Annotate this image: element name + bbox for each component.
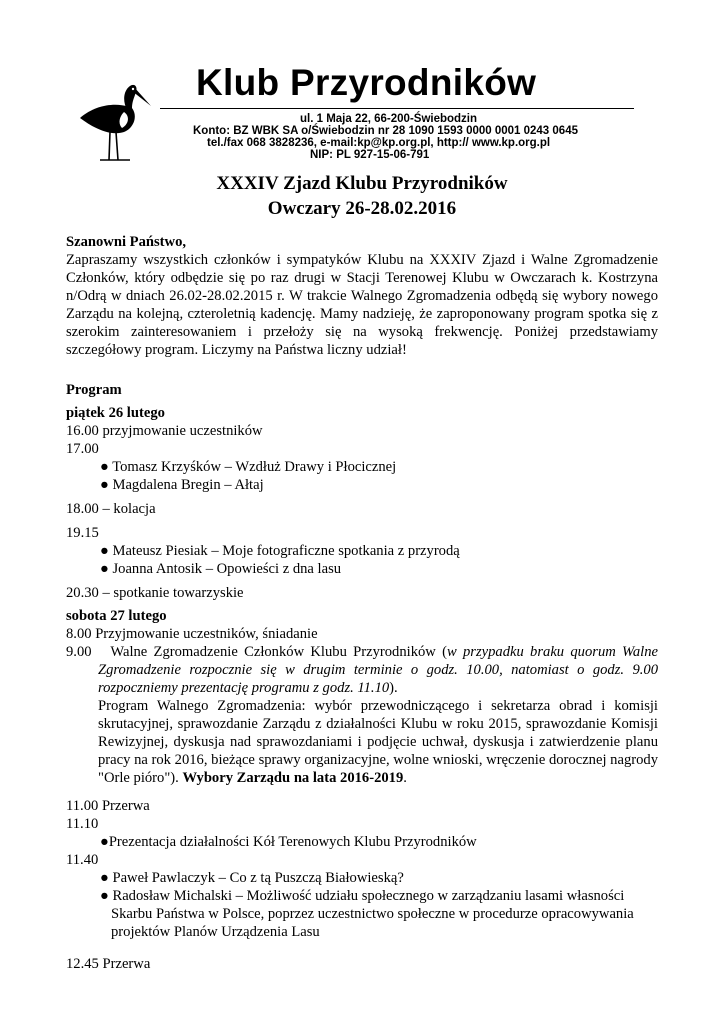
day1-dinner: 18.00 – kolacja: [66, 501, 156, 517]
document-title: XXXIV Zjazd Klubu Przyrodników: [216, 173, 508, 194]
assembly-program: Program Walnego Zgromadzenia: wybór przewodniczącego i sekretarza obrad i komisji skrutacyjnej, sprawozdanie Zarządu z działalności Klubu w roku 2015, sprawozdanie Komisji Rewizyjnej, dyskusja nad sprawozdaniami i podjęcie uchwał, dyskusja i zatwierdzenie planu pracy na rok 2016, bieżące sprawy organizacyjne, wolne wnioski, wręczenie dorocznej nagrody "Orle pióro").: [98, 698, 658, 786]
talk-item: ● Mateusz Piesiak – Moje fotograficzne spotkania z przyrodą: [100, 543, 460, 559]
day1-time-1700: 17.00: [66, 441, 99, 457]
board-elections: Wybory Zarządu na lata 2016-2019: [182, 770, 404, 786]
salutation: Szanowni Państwo,: [66, 234, 187, 250]
day2-time-1140: 11.40: [66, 852, 99, 868]
talk-item: ● Tomasz Krzyśków – Wzdłuż Drawy i Płocicznej: [100, 459, 397, 475]
day2-breakfast: 8.00 Przyjmowanie uczestników, śniadanie: [66, 626, 318, 642]
assembly-title: Walne Zgromadzenie Członków Klubu Przyrodników (: [110, 644, 447, 660]
assembly-agenda: [66, 697, 658, 787]
document-body: [66, 233, 658, 973]
general-assembly-item: [66, 643, 658, 697]
talk-item: ● Magdalena Bregin – Ałtaj: [100, 477, 264, 493]
day2-time-1110: 11.10: [66, 816, 99, 832]
talk-item: ● Paweł Pawlaczyk – Co z tą Puszczą Białowieską?: [100, 870, 404, 886]
break-1245: 12.45 Przerwa: [66, 956, 151, 972]
talk-item: ● Joanna Antosik – Opowieści z dna lasu: [100, 561, 342, 577]
assembly-time: 9.00: [66, 644, 92, 660]
invitation-paragraph: Zapraszamy wszystkich członków i sympatyków Klubu na XXXIV Zjazd i Walne Zgromadzenie Członków, który odbędzie się po raz drugi w Stacji Terenowej Klubu w Owczarach k. Kostrzyna n/Odrą w dniach 26.02-28.02.2015 r. W trakcie Walnego Zgromadzenia odbędą się wybory nowego Zarządu na kolejną, czteroletnią kadencję. Mamy nadzieję, że zaproponowany program spotka się z szerokim zainteresowaniem i przełoży się na wysoką frekwencję. Poniżej przedstawiamy szczegółowy program. Liczymy na Państwa liczny udział!: [66, 252, 658, 358]
document-subtitle: Owczary 26-28.02.2016: [267, 198, 457, 219]
assembly-quorum-note: w przypadku braku quorum Walne Zgromadzenie rozpocznie się w drugim terminie o godz. 10.00, natomiast o godz. 9.00 rozpoczniemy prezentację programu z godz. 11.10: [98, 644, 658, 696]
contact-info: tel./fax 068 3828236, e-mail:kp@kp.org.pl, http:// www.kp.org.pl: [207, 137, 551, 149]
talk-item: [66, 887, 658, 941]
header-divider: [160, 108, 634, 109]
club-address: ul. 1 Maja 22, 66-200-Świebodzin: [300, 113, 478, 125]
day1-time-1915: 19.15: [66, 525, 99, 541]
stork-logo-icon: [72, 72, 152, 167]
day1-heading: piątek 26 lutego: [66, 405, 165, 421]
break-1100: 11.00 Przerwa: [66, 798, 150, 814]
day1-arrival: 16.00 przyjmowanie uczestników: [66, 423, 263, 439]
bank-account: Konto: BZ WBK SA o/Świebodzin nr 28 1090 1593 0000 0001 0243 0645: [193, 125, 578, 137]
club-name: Klub Przyrodników: [196, 62, 537, 103]
day2-heading: sobota 27 lutego: [66, 608, 167, 624]
presentation-item: ●Prezentacja działalności Kół Terenowych Klubu Przyrodników: [100, 834, 477, 850]
assembly-end: .: [403, 770, 407, 786]
tax-id: NIP: PL 927-15-06-791: [310, 149, 430, 161]
assembly-close: ).: [389, 680, 398, 696]
talk-item-text: ● Radosław Michalski – Możliwość udziału społecznego w zarządzaniu lasami własności Skarbu Państwa w Polsce, poprzez uczestnictwo społeczne w procedurze opracowywania projektów Planów Urządzenia Lasu: [100, 888, 634, 940]
day1-social: 20.30 – spotkanie towarzyskie: [66, 585, 244, 601]
program-heading: Program: [66, 382, 122, 398]
